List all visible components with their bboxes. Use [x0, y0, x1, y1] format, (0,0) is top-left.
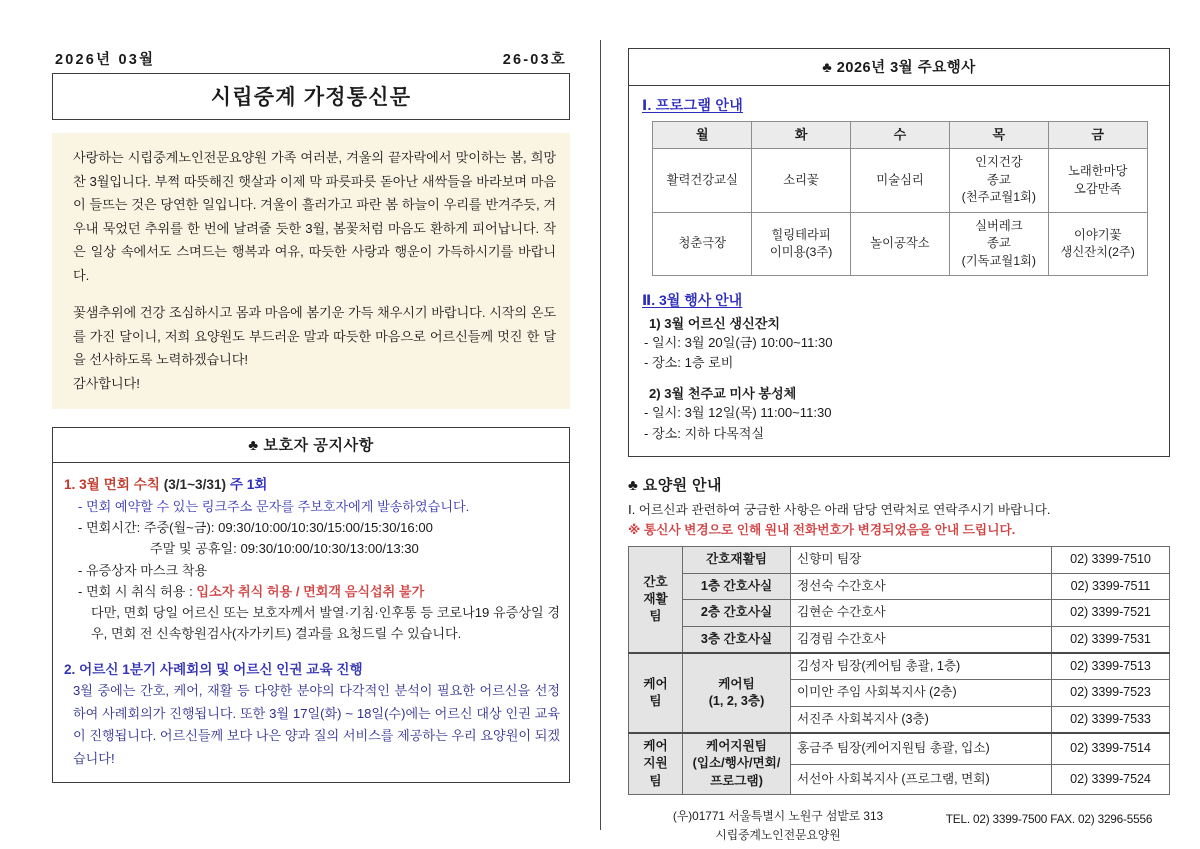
notice-item-1-title — [64, 473, 560, 493]
schedule-cell-0-4: 노래한마당 오감만족 — [1048, 149, 1147, 212]
facility-info-line-1: Ⅰ. 어르신과 관련하여 궁금한 사항은 아래 담당 연락처로 연락주시기 바랍니다. — [628, 502, 1051, 517]
contact-phone: 02) 3399-7523 — [1052, 680, 1170, 706]
schedule-col-1: 화 — [752, 122, 851, 149]
notice-eating-restriction: 입소자 취식 허용 / 면회객 음식섭취 불가 — [196, 583, 425, 599]
event-date-0: - 일시: 3월 20일(금) 10:00~11:30 — [644, 335, 833, 351]
contact-phone: 02) 3399-7513 — [1052, 653, 1170, 680]
contact-row — [629, 547, 1170, 573]
contact-subteam-name: 케어팀 (1, 2, 3층) — [683, 653, 791, 733]
notice-line-mask: - 유증상자 마스크 착용 — [78, 562, 208, 578]
notice-item-1-number: 1. — [64, 477, 76, 492]
events-box-header: ♣ 2026년 3월 주요행사 — [629, 49, 1169, 86]
event-place-1: - 장소: 지하 다목적실 — [644, 425, 765, 441]
notice-item-2-title: 2. 어르신 1분기 사례회의 및 어르신 인권 교육 진행 — [64, 662, 363, 678]
masthead — [52, 48, 570, 69]
footer-telephone: TEL. 02) 3399-7500 FAX. 02) 3296-5556 — [945, 812, 1153, 827]
schedule-body — [653, 149, 1147, 276]
masthead-issue: 26-03호 — [502, 52, 567, 68]
notice-item-1-heading: 3월 면회 수칙 — [79, 477, 160, 492]
facility-info-section — [628, 474, 1170, 845]
contact-phone: 02) 3399-7510 — [1052, 547, 1170, 573]
contact-person: 김경림 수간호사 — [791, 626, 1052, 653]
contact-person: 이미안 주임 사회복지사 (2층) — [791, 680, 1052, 706]
contact-team-name: 케어 팀 — [629, 653, 683, 733]
schedule-header-row — [653, 122, 1147, 149]
contact-row — [629, 733, 1170, 764]
contact-row — [629, 600, 1170, 626]
schedule-row — [653, 149, 1147, 212]
notice-eating-label: - 면회 시 취식 허용 : — [78, 583, 193, 599]
schedule-cell-1-3: 실버레크 종교 (기독교월1회) — [949, 212, 1048, 275]
schedule-cell-1-0: 청춘극장 — [653, 212, 752, 275]
intro-paragraph-3: 감사합니다! — [73, 375, 140, 391]
intro-paragraph-1: 사랑하는 시립중계노인전문요양원 가족 여러분, 겨울의 끝자락에서 맞이하는 봄, 희망찬 3월입니다. 부쩍 따뜻해진 햇살과 이제 막 파릇파릇 돋아난 새싹들을 바라보며 마음이 들뜨는 것은 당연한 일입니다. 겨울이 흘러가고 파란 봄 하늘이 우리를 반겨주듯, 겨우내 묵었던 추위를 한 번에 날려줄 듯한 3월, 봄꽃처럼 마음도 환하게 피어납니다. 작은 일상 속에서도 스며드는 행복과 여유, 따듯한 사랑과 행운이 가득하시기를 바랍니다. — [73, 150, 556, 283]
guardian-notice-box — [52, 427, 570, 783]
contact-phone: 02) 3399-7533 — [1052, 706, 1170, 733]
notice-line-reservation: - 면회 예약할 수 있는 링크주소 문자를 주보호자에게 발송하였습니다. — [78, 499, 470, 514]
contact-team-name: 간호 재활 팀 — [629, 547, 683, 653]
contact-person: 김현순 수간호사 — [791, 600, 1052, 626]
event-section-title: Ⅱ. 3월 행사 안내 — [642, 292, 743, 309]
contact-phone: 02) 3399-7514 — [1052, 733, 1170, 764]
events-box — [628, 48, 1170, 457]
event-title-1: 2) 3월 천주교 미사 봉성체 — [649, 386, 797, 402]
schedule-cell-0-3: 인지건강 종교 (천주교월1회) — [949, 149, 1048, 212]
facility-info-warning: ※ 통신사 변경으로 인해 원내 전화번호가 변경되었음을 안내 드립니다. — [628, 523, 1016, 538]
event-title-0: 1) 3월 어르신 생신잔치 — [649, 316, 781, 332]
contact-location: 1층 간호사실 — [683, 573, 791, 599]
event-gap — [642, 373, 1158, 383]
footer-address-line-2: 시립중계노인전문요양원 — [715, 828, 841, 843]
contact-location: 간호재활팀 — [683, 547, 791, 573]
events-box-body — [629, 86, 1169, 456]
guardian-notice-header: ♣ 보호자 공지사항 — [53, 428, 569, 463]
schedule-cell-0-2: 미술심리 — [851, 149, 950, 212]
newsletter-title-box — [52, 73, 570, 120]
notice-line-weekday-hours: - 면회시간: 주중(월~금): 09:30/10:00/10:30/15:00/15:30/16:00 — [78, 520, 433, 536]
intro-paragraph-2: 꽃샘추위에 건강 조심하시고 몸과 마음에 봄기운 가득 채우시기 바랍니다. 시작의 온도를 가진 달이니, 저희 요양원도 부드러운 말과 따듯한 마음으로 어르신들께 멋진 한 달을 선사하도록 노력하겠습니다! — [73, 305, 556, 367]
program-section-title: Ⅰ. 프로그램 안내 — [642, 97, 744, 113]
notice-item-2-body: 3월 중에는 간호, 케어, 재활 등 다양한 분야의 다각적인 분석이 필요한 어르신을 선정하여 사례회의가 진행됩니다. 또한 3월 17일(화) ~ 18일(수)에는 어르신 대상 인권 교육이 진행됩니다. 어르신들께 보다 나은 양과 질의 서비스를 제공하는 우리 요양원이 되겠습니다! — [73, 683, 560, 766]
schedule-cell-1-2: 놀이공작소 — [851, 212, 950, 275]
contact-phone: 02) 3399-7531 — [1052, 626, 1170, 653]
contact-row — [629, 653, 1170, 680]
schedule-col-0: 월 — [653, 122, 752, 149]
contact-phone: 02) 3399-7524 — [1052, 764, 1170, 795]
footer-address — [628, 807, 928, 845]
schedule-col-2: 수 — [851, 122, 950, 149]
schedule-col-4: 금 — [1048, 122, 1147, 149]
footer — [628, 807, 1170, 845]
event-list — [642, 313, 1158, 444]
footer-address-line-1: (우)01771 서울특별시 노원구 섬밭로 313 — [672, 809, 884, 824]
program-schedule-table — [652, 121, 1147, 276]
contact-phone: 02) 3399-7511 — [1052, 573, 1170, 599]
notice-line-eating — [64, 581, 560, 602]
contact-person: 김성자 팀장(케어팀 총괄, 1층) — [791, 653, 1052, 680]
schedule-row — [653, 212, 1147, 275]
contact-team-name: 케어 지원 팀 — [629, 733, 683, 795]
schedule-cell-0-0: 활력건강교실 — [653, 149, 752, 212]
intro-message-box — [52, 133, 570, 409]
contact-location: 3층 간호사실 — [683, 626, 791, 653]
notice-item-1-frequency: 주 1회 — [229, 477, 268, 492]
contact-person: 서진주 사회복지사 (3층) — [791, 706, 1052, 733]
facility-info-header: ♣ 요양원 안내 — [628, 476, 722, 494]
schedule-cell-0-1: 소리꽃 — [752, 149, 851, 212]
contact-table — [628, 546, 1170, 795]
contact-location: 2층 간호사실 — [683, 600, 791, 626]
notice-line-covid: 다만, 면회 당일 어르신 또는 보호자께서 발열·기침·인후통 등 코로나19 유증상일 경우, 면회 전 신속항원검사(자가키트) 결과를 요청드릴 수 있습니다. — [91, 605, 560, 642]
event-place-0: - 장소: 1층 로비 — [644, 355, 734, 371]
contact-person: 서선아 사회복지사 (프로그램, 면회) — [791, 764, 1052, 795]
contact-person: 신향미 팀장 — [791, 547, 1052, 573]
page-title: 시립중계 가정통신문 — [210, 86, 412, 109]
guardian-notice-body — [53, 463, 569, 782]
masthead-date: 2026년 03월 — [55, 52, 156, 68]
notice-item-1-range: (3/1~3/31) — [163, 477, 227, 492]
schedule-cell-1-1: 힐링테라피 이미용(3주) — [752, 212, 851, 275]
contact-row — [629, 573, 1170, 599]
schedule-cell-1-4: 이야기꽃 생신잔치(2주) — [1048, 212, 1147, 275]
contact-phone: 02) 3399-7521 — [1052, 600, 1170, 626]
event-date-1: - 일시: 3월 12일(목) 11:00~11:30 — [644, 405, 832, 421]
contact-row — [629, 626, 1170, 653]
contact-subteam-name: 케어지원팀 (입소/행사/면회/프로그램) — [683, 733, 791, 795]
notice-line-weekend-hours: 주말 및 공휴일: 09:30/10:00/10:30/13:00/13:30 — [150, 541, 419, 557]
contact-person: 홍금주 팀장(케어지원팀 총괄, 입소) — [791, 733, 1052, 764]
contact-person: 정선숙 수간호사 — [791, 573, 1052, 599]
right-column — [600, 0, 1200, 849]
schedule-col-3: 목 — [949, 122, 1048, 149]
